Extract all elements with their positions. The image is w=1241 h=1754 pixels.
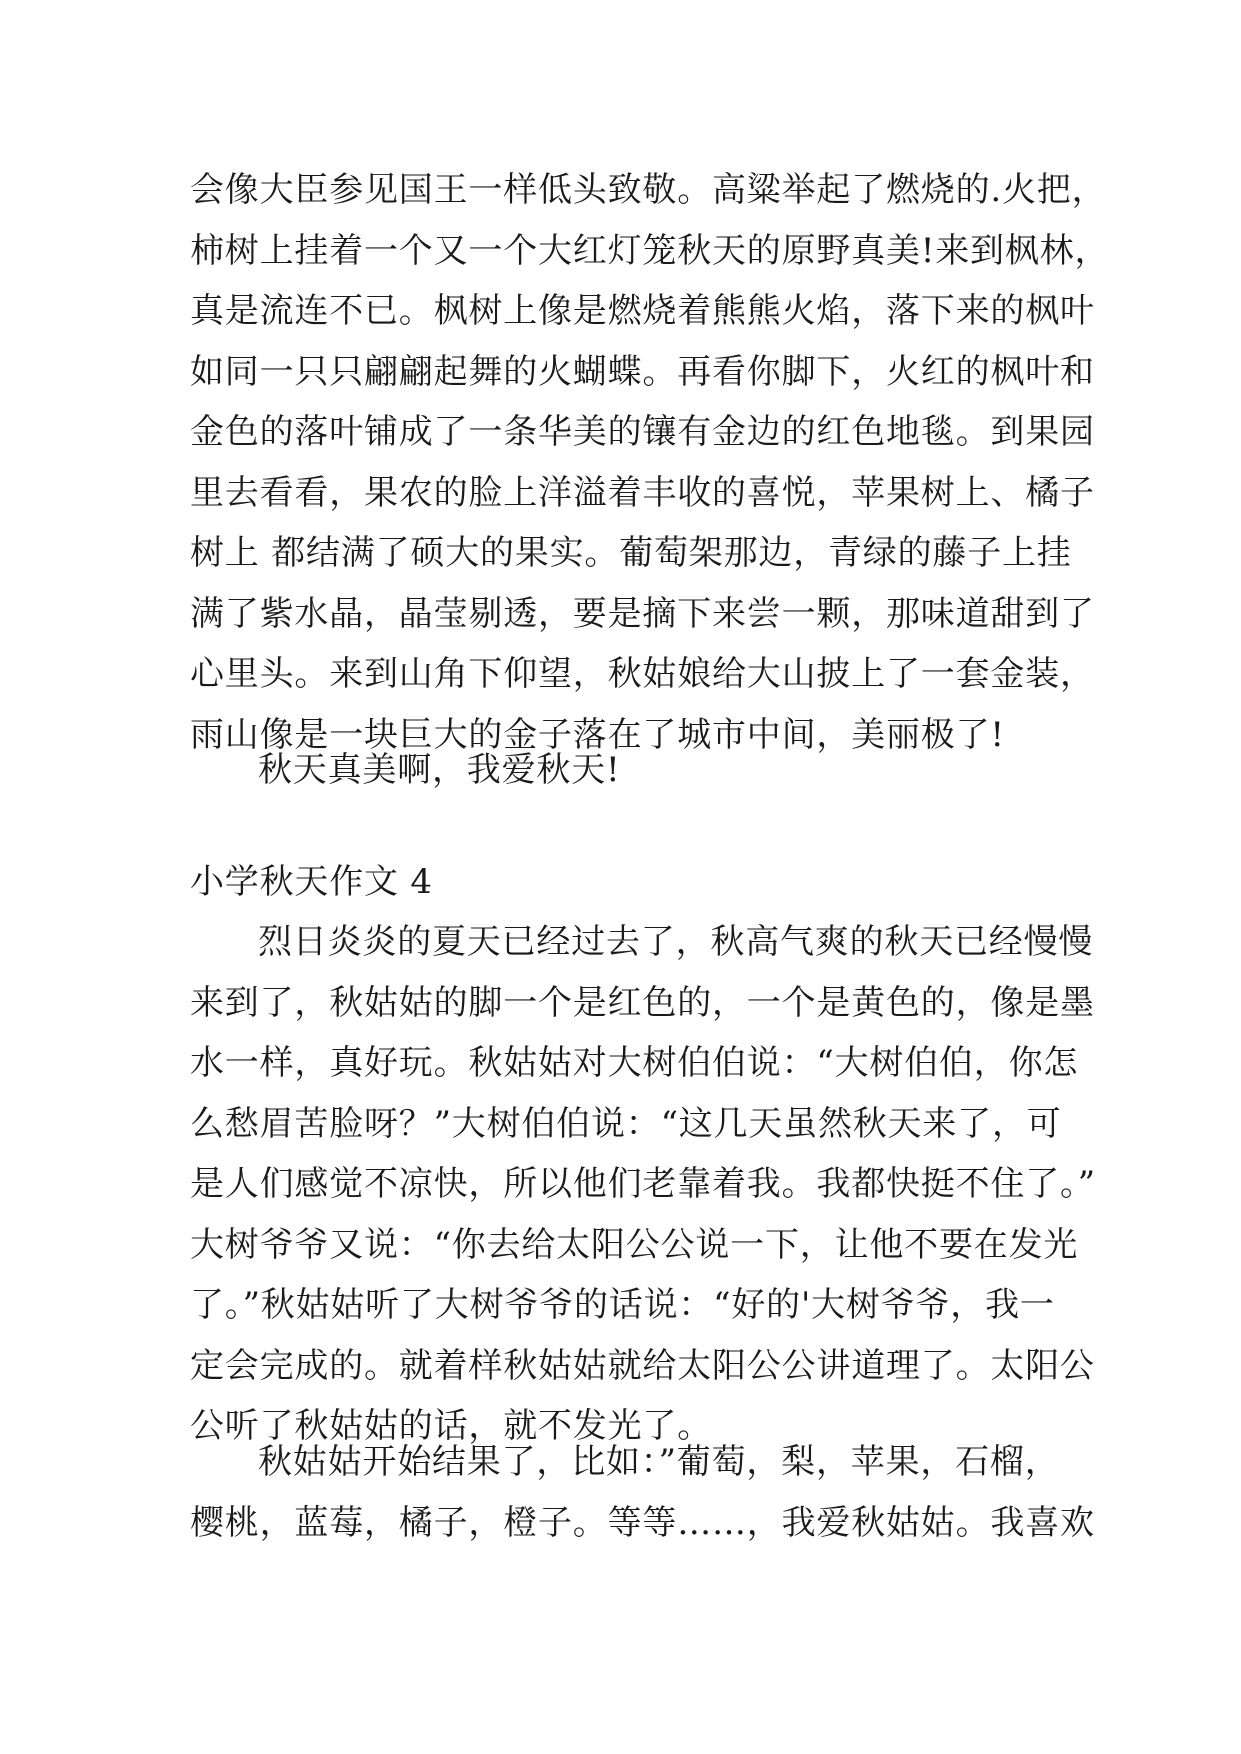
paragraph-line: 定会完成的。就着样秋姑姑就给太阳公公讲道理了。太阳公 [190, 1345, 1095, 1386]
paragraph-line: 满了紫水晶，晶莹剔透，要是摘下来尝一颗，那味道甜到了 [190, 593, 1095, 634]
paragraph-line: 秋姑姑开始结果了，比如：”葡萄，梨，苹果，石榴， [258, 1442, 1060, 1482]
paragraph-line: 金色的落叶铺成了一条华美的镶有金边的红色地毯。到果园 [190, 412, 1095, 452]
paragraph-line: 了。”秋姑姑听了大树爷爷的话说：“好的'大树爷爷，我一 [190, 1285, 1055, 1325]
paragraph-line: 么愁眉苦脸呀？”大树伯伯说：“这几天虽然秋天来了，可 [190, 1103, 1062, 1144]
paragraph-line: 树上 都结满了硕大的果实。葡萄架那边，青绿的藤子上挂 [190, 533, 1072, 573]
paragraph-line: 柿树上挂着一个又一个大红灯笼秋天的原野真美!来到枫林， [190, 230, 1110, 271]
paragraph-line: 里去看看，果农的脸上洋溢着丰收的喜悦，苹果树上、橘子 [190, 472, 1095, 513]
paragraph-line: 会像大臣参见国王一样低头致敬。高粱举起了燃烧的.火把， [190, 170, 1107, 210]
previous-essay-paragraph [190, 160, 1110, 765]
paragraph-line: 心里头。来到山角下仰望，秋姑娘给大山披上了一套金装， [190, 654, 1095, 694]
paragraph-line: 是人们感觉不凉快，所以他们老靠着我。我都快挺不住了。” [190, 1164, 1096, 1204]
essay-title-text: 小学秋天作文 4 [190, 862, 433, 902]
essay-4-paragraph-1 [190, 912, 1096, 1457]
paragraph-line: 烈日炎炎的夏天已经过去了，秋高气爽的秋天已经慢慢 [258, 922, 1094, 962]
paragraph-line: 樱桃，蓝莓，橘子，橙子。等等……，我爱秋姑姑。我喜欢 [190, 1502, 1095, 1543]
closing-line: 秋天真美啊，我爱秋天! [258, 750, 621, 790]
essay-4-paragraph-2 [190, 1432, 1095, 1553]
paragraph-line: 雨山像是一块巨大的金子落在了城市中间，美丽极了! [190, 714, 1005, 755]
paragraph-line: 公听了秋姑姑的话，就不发光了。 [190, 1406, 712, 1446]
paragraph-line: 真是流连不已。枫树上像是燃烧着熊熊火焰，落下来的枫叶 [190, 291, 1095, 331]
paragraph-line: 如同一只只翩翩起舞的火蝴蝶。再看你脚下，火红的枫叶和 [190, 351, 1095, 392]
previous-essay-closing [190, 740, 1070, 801]
paragraph-line: 大树爷爷又说：“你去给太阳公公说一下，让他不要在发光 [190, 1224, 1079, 1265]
essay-title [190, 852, 1070, 913]
paragraph-line: 来到了，秋姑姑的脚一个是红色的，一个是黄色的，像是墨 [190, 982, 1095, 1023]
paragraph-line: 水一样，真好玩。秋姑姑对大树伯伯说：“大树伯伯，你怎 [190, 1043, 1079, 1083]
